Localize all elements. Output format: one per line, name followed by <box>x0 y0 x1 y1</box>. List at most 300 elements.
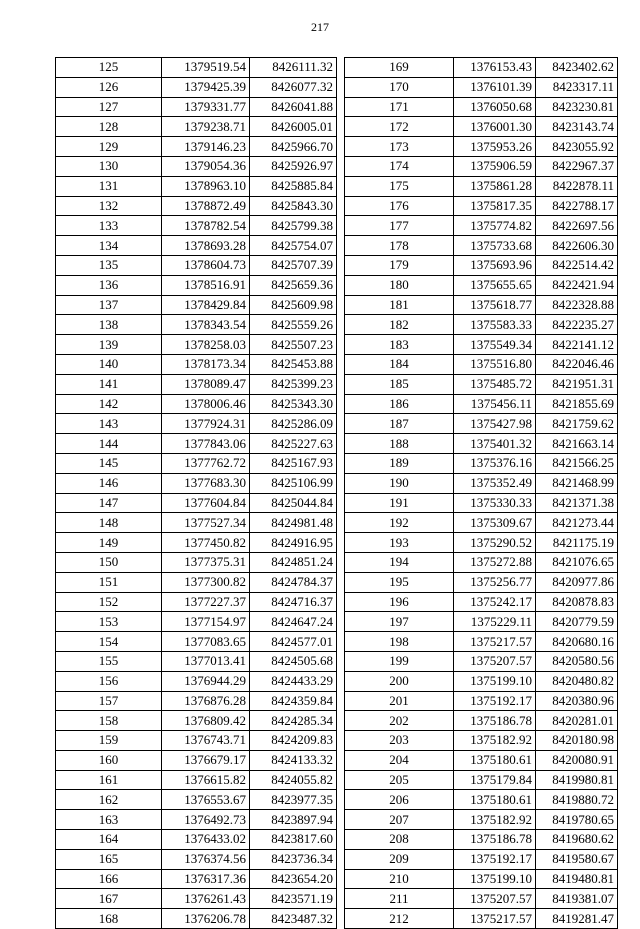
table-row <box>345 552 618 572</box>
point-number-cell: 194 <box>345 552 454 572</box>
y-coordinate-cell: 8422697.56 <box>536 216 618 236</box>
y-coordinate-cell: 8423736.34 <box>250 849 337 869</box>
y-coordinate-cell: 8424285.34 <box>250 711 337 731</box>
table-row <box>56 335 337 355</box>
x-coordinate-cell: 1375186.78 <box>454 830 536 850</box>
y-coordinate-cell: 8424577.01 <box>250 632 337 652</box>
x-coordinate-cell: 1375180.61 <box>454 750 536 770</box>
table-row <box>345 909 618 929</box>
table-row <box>56 137 337 157</box>
x-coordinate-cell: 1377375.31 <box>162 552 250 572</box>
table-row <box>56 572 337 592</box>
y-coordinate-cell: 8423055.92 <box>536 137 618 157</box>
x-coordinate-cell: 1375655.65 <box>454 275 536 295</box>
table-row <box>56 453 337 473</box>
table-row <box>56 295 337 315</box>
table-row <box>345 275 618 295</box>
point-number-cell: 146 <box>56 473 162 493</box>
y-coordinate-cell: 8421759.62 <box>536 414 618 434</box>
point-number-cell: 211 <box>345 889 454 909</box>
x-coordinate-cell: 1375207.57 <box>454 889 536 909</box>
table-row <box>56 196 337 216</box>
y-coordinate-cell: 8424784.37 <box>250 572 337 592</box>
point-number-cell: 173 <box>345 137 454 157</box>
x-coordinate-cell: 1377762.72 <box>162 453 250 473</box>
y-coordinate-cell: 8420680.16 <box>536 632 618 652</box>
x-coordinate-cell: 1375485.72 <box>454 374 536 394</box>
point-number-cell: 206 <box>345 790 454 810</box>
point-number-cell: 192 <box>345 513 454 533</box>
point-number-cell: 129 <box>56 137 162 157</box>
y-coordinate-cell: 8424359.84 <box>250 691 337 711</box>
y-coordinate-cell: 8419980.81 <box>536 770 618 790</box>
y-coordinate-cell: 8421371.38 <box>536 493 618 513</box>
table-row <box>345 671 618 691</box>
table-row <box>56 592 337 612</box>
y-coordinate-cell: 8424851.24 <box>250 552 337 572</box>
y-coordinate-cell: 8424647.24 <box>250 612 337 632</box>
table-row <box>345 295 618 315</box>
x-coordinate-cell: 1375186.78 <box>454 711 536 731</box>
point-number-cell: 154 <box>56 632 162 652</box>
x-coordinate-cell: 1375272.88 <box>454 552 536 572</box>
x-coordinate-cell: 1376317.36 <box>162 869 250 889</box>
y-coordinate-cell: 8423977.35 <box>250 790 337 810</box>
y-coordinate-cell: 8420779.59 <box>536 612 618 632</box>
x-coordinate-cell: 1379054.36 <box>162 156 250 176</box>
table-row <box>345 434 618 454</box>
x-coordinate-cell: 1375199.10 <box>454 869 536 889</box>
table-row <box>345 453 618 473</box>
y-coordinate-cell: 8422421.94 <box>536 275 618 295</box>
x-coordinate-cell: 1375229.11 <box>454 612 536 632</box>
table-row <box>56 97 337 117</box>
x-coordinate-cell: 1375290.52 <box>454 533 536 553</box>
y-coordinate-cell: 8425885.84 <box>250 176 337 196</box>
point-number-cell: 157 <box>56 691 162 711</box>
table-row <box>345 810 618 830</box>
y-coordinate-cell: 8422606.30 <box>536 236 618 256</box>
table-row <box>345 612 618 632</box>
table-row <box>345 236 618 256</box>
y-coordinate-cell: 8423143.74 <box>536 117 618 137</box>
point-number-cell: 195 <box>345 572 454 592</box>
point-number-cell: 205 <box>345 770 454 790</box>
y-coordinate-cell: 8424981.48 <box>250 513 337 533</box>
y-coordinate-cell: 8420580.56 <box>536 651 618 671</box>
x-coordinate-cell: 1376153.43 <box>454 58 536 78</box>
y-coordinate-cell: 8421468.99 <box>536 473 618 493</box>
x-coordinate-cell: 1375192.17 <box>454 691 536 711</box>
table-row <box>56 691 337 711</box>
point-number-cell: 131 <box>56 176 162 196</box>
y-coordinate-cell: 8424055.82 <box>250 770 337 790</box>
point-number-cell: 158 <box>56 711 162 731</box>
x-coordinate-cell: 1375774.82 <box>454 216 536 236</box>
table-row <box>56 315 337 335</box>
table-row <box>56 830 337 850</box>
table-row <box>345 651 618 671</box>
x-coordinate-cell: 1376876.28 <box>162 691 250 711</box>
table-row <box>56 889 337 909</box>
table-row <box>56 810 337 830</box>
x-coordinate-cell: 1375242.17 <box>454 592 536 612</box>
point-number-cell: 148 <box>56 513 162 533</box>
table-row <box>56 533 337 553</box>
point-number-cell: 184 <box>345 354 454 374</box>
x-coordinate-cell: 1377924.31 <box>162 414 250 434</box>
point-number-cell: 200 <box>345 671 454 691</box>
point-number-cell: 182 <box>345 315 454 335</box>
y-coordinate-cell: 8425343.30 <box>250 394 337 414</box>
x-coordinate-cell: 1376679.17 <box>162 750 250 770</box>
point-number-cell: 186 <box>345 394 454 414</box>
y-coordinate-cell: 8425707.39 <box>250 255 337 275</box>
y-coordinate-cell: 8423897.94 <box>250 810 337 830</box>
y-coordinate-cell: 8425106.99 <box>250 473 337 493</box>
table-row <box>345 750 618 770</box>
point-number-cell: 191 <box>345 493 454 513</box>
y-coordinate-cell: 8425754.07 <box>250 236 337 256</box>
table-row <box>56 513 337 533</box>
point-number-cell: 144 <box>56 434 162 454</box>
x-coordinate-cell: 1376944.29 <box>162 671 250 691</box>
page-number: 217 <box>311 20 329 34</box>
point-number-cell: 138 <box>56 315 162 335</box>
y-coordinate-cell: 8422967.37 <box>536 156 618 176</box>
table-row <box>56 156 337 176</box>
table-row <box>345 691 618 711</box>
point-number-cell: 179 <box>345 255 454 275</box>
y-coordinate-cell: 8420180.98 <box>536 731 618 751</box>
point-number-cell: 130 <box>56 156 162 176</box>
x-coordinate-cell: 1379146.23 <box>162 137 250 157</box>
point-number-cell: 190 <box>345 473 454 493</box>
x-coordinate-cell: 1375733.68 <box>454 236 536 256</box>
x-coordinate-cell: 1378258.03 <box>162 335 250 355</box>
point-number-cell: 199 <box>345 651 454 671</box>
y-coordinate-cell: 8426077.32 <box>250 77 337 97</box>
x-coordinate-cell: 1377604.84 <box>162 493 250 513</box>
x-coordinate-cell: 1376809.42 <box>162 711 250 731</box>
x-coordinate-cell: 1378963.10 <box>162 176 250 196</box>
x-coordinate-cell: 1375352.49 <box>454 473 536 493</box>
table-row <box>56 236 337 256</box>
y-coordinate-cell: 8421855.69 <box>536 394 618 414</box>
point-number-cell: 198 <box>345 632 454 652</box>
x-coordinate-cell: 1378006.46 <box>162 394 250 414</box>
x-coordinate-cell: 1375330.33 <box>454 493 536 513</box>
point-number-cell: 178 <box>345 236 454 256</box>
table-row <box>345 533 618 553</box>
point-number-cell: 188 <box>345 434 454 454</box>
table-row <box>56 77 337 97</box>
point-number-cell: 152 <box>56 592 162 612</box>
x-coordinate-cell: 1375693.96 <box>454 255 536 275</box>
y-coordinate-cell: 8423230.81 <box>536 97 618 117</box>
point-number-cell: 201 <box>345 691 454 711</box>
table-row <box>345 770 618 790</box>
point-number-cell: 174 <box>345 156 454 176</box>
table-row <box>345 156 618 176</box>
y-coordinate-cell: 8420977.86 <box>536 572 618 592</box>
y-coordinate-cell: 8421273.44 <box>536 513 618 533</box>
point-number-cell: 196 <box>345 592 454 612</box>
table-row <box>56 750 337 770</box>
point-number-cell: 181 <box>345 295 454 315</box>
point-number-cell: 203 <box>345 731 454 751</box>
x-coordinate-cell: 1379425.39 <box>162 77 250 97</box>
table-row <box>56 651 337 671</box>
table-row <box>345 632 618 652</box>
point-number-cell: 177 <box>345 216 454 236</box>
x-coordinate-cell: 1377683.30 <box>162 473 250 493</box>
y-coordinate-cell: 8425659.36 <box>250 275 337 295</box>
point-number-cell: 155 <box>56 651 162 671</box>
table-row <box>345 137 618 157</box>
coordinates-table-right <box>344 57 618 929</box>
point-number-cell: 176 <box>345 196 454 216</box>
y-coordinate-cell: 8425286.09 <box>250 414 337 434</box>
point-number-cell: 180 <box>345 275 454 295</box>
x-coordinate-cell: 1378429.84 <box>162 295 250 315</box>
y-coordinate-cell: 8423571.19 <box>250 889 337 909</box>
table-row <box>56 552 337 572</box>
table-row <box>345 731 618 751</box>
table-row <box>345 869 618 889</box>
x-coordinate-cell: 1375817.35 <box>454 196 536 216</box>
y-coordinate-cell: 8420480.82 <box>536 671 618 691</box>
table-row <box>56 869 337 889</box>
point-number-cell: 147 <box>56 493 162 513</box>
y-coordinate-cell: 8423402.62 <box>536 58 618 78</box>
point-number-cell: 149 <box>56 533 162 553</box>
y-coordinate-cell: 8421076.65 <box>536 552 618 572</box>
table-row <box>56 58 337 78</box>
point-number-cell: 202 <box>345 711 454 731</box>
x-coordinate-cell: 1377527.34 <box>162 513 250 533</box>
y-coordinate-cell: 8420380.96 <box>536 691 618 711</box>
table-row <box>345 58 618 78</box>
point-number-cell: 212 <box>345 909 454 929</box>
point-number-cell: 175 <box>345 176 454 196</box>
x-coordinate-cell: 1375182.92 <box>454 810 536 830</box>
table-row <box>345 849 618 869</box>
table-row <box>345 97 618 117</box>
y-coordinate-cell: 8422788.17 <box>536 196 618 216</box>
table-row <box>345 790 618 810</box>
table-row <box>56 414 337 434</box>
y-coordinate-cell: 8425453.88 <box>250 354 337 374</box>
y-coordinate-cell: 8426041.88 <box>250 97 337 117</box>
y-coordinate-cell: 8419880.72 <box>536 790 618 810</box>
y-coordinate-cell: 8419281.47 <box>536 909 618 929</box>
table-row <box>345 117 618 137</box>
point-number-cell: 160 <box>56 750 162 770</box>
table-row <box>56 374 337 394</box>
table-row <box>345 473 618 493</box>
x-coordinate-cell: 1375199.10 <box>454 671 536 691</box>
point-number-cell: 151 <box>56 572 162 592</box>
y-coordinate-cell: 8423654.20 <box>250 869 337 889</box>
x-coordinate-cell: 1376001.30 <box>454 117 536 137</box>
table-row <box>56 493 337 513</box>
table-row <box>56 731 337 751</box>
y-coordinate-cell: 8425044.84 <box>250 493 337 513</box>
x-coordinate-cell: 1376374.56 <box>162 849 250 869</box>
table-row <box>345 374 618 394</box>
y-coordinate-cell: 8419580.67 <box>536 849 618 869</box>
x-coordinate-cell: 1377227.37 <box>162 592 250 612</box>
x-coordinate-cell: 1375906.59 <box>454 156 536 176</box>
y-coordinate-cell: 8426005.01 <box>250 117 337 137</box>
table-row <box>345 592 618 612</box>
x-coordinate-cell: 1376743.71 <box>162 731 250 751</box>
point-number-cell: 135 <box>56 255 162 275</box>
x-coordinate-cell: 1375583.33 <box>454 315 536 335</box>
table-row <box>56 117 337 137</box>
x-coordinate-cell: 1376050.68 <box>454 97 536 117</box>
y-coordinate-cell: 8424209.83 <box>250 731 337 751</box>
x-coordinate-cell: 1377450.82 <box>162 533 250 553</box>
table-row <box>345 196 618 216</box>
coordinates-table-left <box>55 57 337 929</box>
x-coordinate-cell: 1376615.82 <box>162 770 250 790</box>
table-row <box>56 849 337 869</box>
point-number-cell: 165 <box>56 849 162 869</box>
x-coordinate-cell: 1375309.67 <box>454 513 536 533</box>
table-row <box>56 434 337 454</box>
y-coordinate-cell: 8422514.42 <box>536 255 618 275</box>
table-row <box>56 275 337 295</box>
y-coordinate-cell: 8425507.23 <box>250 335 337 355</box>
x-coordinate-cell: 1375376.16 <box>454 453 536 473</box>
y-coordinate-cell: 8425167.93 <box>250 453 337 473</box>
x-coordinate-cell: 1375516.80 <box>454 354 536 374</box>
y-coordinate-cell: 8424505.68 <box>250 651 337 671</box>
x-coordinate-cell: 1378516.91 <box>162 275 250 295</box>
y-coordinate-cell: 8421951.31 <box>536 374 618 394</box>
table-row <box>345 830 618 850</box>
y-coordinate-cell: 8419381.07 <box>536 889 618 909</box>
point-number-cell: 210 <box>345 869 454 889</box>
point-number-cell: 139 <box>56 335 162 355</box>
table-row <box>345 513 618 533</box>
x-coordinate-cell: 1375256.77 <box>454 572 536 592</box>
point-number-cell: 167 <box>56 889 162 909</box>
table-row <box>56 909 337 929</box>
x-coordinate-cell: 1375207.57 <box>454 651 536 671</box>
x-coordinate-cell: 1377300.82 <box>162 572 250 592</box>
x-coordinate-cell: 1378604.73 <box>162 255 250 275</box>
table-row <box>56 612 337 632</box>
table-row <box>56 770 337 790</box>
x-coordinate-cell: 1379238.71 <box>162 117 250 137</box>
x-coordinate-cell: 1375401.32 <box>454 434 536 454</box>
x-coordinate-cell: 1375217.57 <box>454 909 536 929</box>
y-coordinate-cell: 8419780.65 <box>536 810 618 830</box>
table-row <box>56 632 337 652</box>
table-row <box>56 354 337 374</box>
y-coordinate-cell: 8426111.32 <box>250 58 337 78</box>
table-row <box>56 671 337 691</box>
y-coordinate-cell: 8422328.88 <box>536 295 618 315</box>
x-coordinate-cell: 1376433.02 <box>162 830 250 850</box>
y-coordinate-cell: 8419680.62 <box>536 830 618 850</box>
y-coordinate-cell: 8425227.63 <box>250 434 337 454</box>
table-row <box>345 77 618 97</box>
y-coordinate-cell: 8423487.32 <box>250 909 337 929</box>
point-number-cell: 150 <box>56 552 162 572</box>
x-coordinate-cell: 1378872.49 <box>162 196 250 216</box>
point-number-cell: 168 <box>56 909 162 929</box>
point-number-cell: 187 <box>345 414 454 434</box>
table-row <box>345 354 618 374</box>
y-coordinate-cell: 8424133.32 <box>250 750 337 770</box>
y-coordinate-cell: 8420281.01 <box>536 711 618 731</box>
y-coordinate-cell: 8421175.19 <box>536 533 618 553</box>
x-coordinate-cell: 1375456.11 <box>454 394 536 414</box>
point-number-cell: 136 <box>56 275 162 295</box>
point-number-cell: 137 <box>56 295 162 315</box>
x-coordinate-cell: 1375861.28 <box>454 176 536 196</box>
y-coordinate-cell: 8425559.26 <box>250 315 337 335</box>
x-coordinate-cell: 1375217.57 <box>454 632 536 652</box>
table-row <box>345 335 618 355</box>
table-row <box>345 889 618 909</box>
y-coordinate-cell: 8425399.23 <box>250 374 337 394</box>
table-row <box>345 414 618 434</box>
point-number-cell: 185 <box>345 374 454 394</box>
point-number-cell: 204 <box>345 750 454 770</box>
x-coordinate-cell: 1375953.26 <box>454 137 536 157</box>
point-number-cell: 126 <box>56 77 162 97</box>
y-coordinate-cell: 8420080.91 <box>536 750 618 770</box>
x-coordinate-cell: 1378089.47 <box>162 374 250 394</box>
y-coordinate-cell: 8422141.12 <box>536 335 618 355</box>
y-coordinate-cell: 8425799.38 <box>250 216 337 236</box>
table-row <box>345 394 618 414</box>
point-number-cell: 156 <box>56 671 162 691</box>
point-number-cell: 132 <box>56 196 162 216</box>
table-row <box>345 176 618 196</box>
point-number-cell: 162 <box>56 790 162 810</box>
x-coordinate-cell: 1378343.54 <box>162 315 250 335</box>
x-coordinate-cell: 1376261.43 <box>162 889 250 909</box>
point-number-cell: 208 <box>345 830 454 850</box>
point-number-cell: 183 <box>345 335 454 355</box>
y-coordinate-cell: 8422046.46 <box>536 354 618 374</box>
point-number-cell: 125 <box>56 58 162 78</box>
point-number-cell: 164 <box>56 830 162 850</box>
point-number-cell: 171 <box>345 97 454 117</box>
point-number-cell: 209 <box>345 849 454 869</box>
table-row <box>56 255 337 275</box>
y-coordinate-cell: 8420878.83 <box>536 592 618 612</box>
x-coordinate-cell: 1378173.34 <box>162 354 250 374</box>
point-number-cell: 142 <box>56 394 162 414</box>
table-row <box>345 255 618 275</box>
x-coordinate-cell: 1376206.78 <box>162 909 250 929</box>
x-coordinate-cell: 1378693.28 <box>162 236 250 256</box>
point-number-cell: 197 <box>345 612 454 632</box>
table-row <box>345 216 618 236</box>
y-coordinate-cell: 8425609.98 <box>250 295 337 315</box>
point-number-cell: 141 <box>56 374 162 394</box>
point-number-cell: 145 <box>56 453 162 473</box>
x-coordinate-cell: 1379519.54 <box>162 58 250 78</box>
point-number-cell: 172 <box>345 117 454 137</box>
